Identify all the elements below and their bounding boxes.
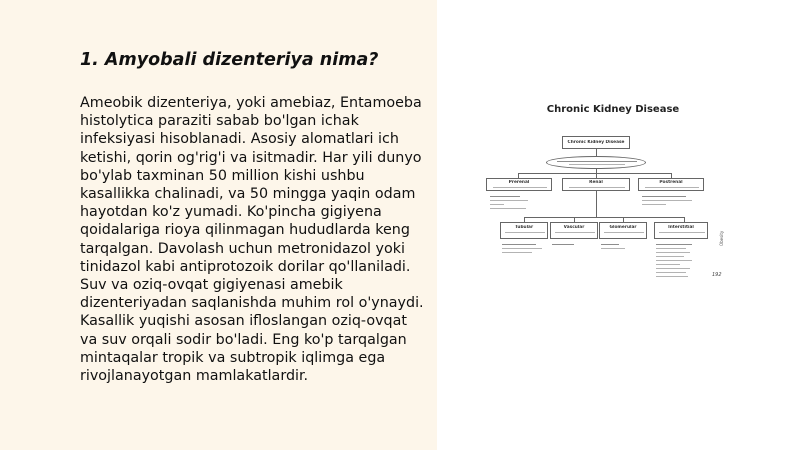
diagram-note [656, 248, 686, 249]
diagram-box-vascular [550, 222, 598, 239]
diagram-note [656, 276, 688, 277]
diagram-box-text [505, 232, 545, 233]
diagram-note [656, 268, 690, 269]
diagram-title: Chronic Kidney Disease [546, 104, 680, 115]
diagram-box-text [569, 187, 625, 188]
diagram-box-label: Glomerular [609, 225, 637, 230]
diagram-oval [546, 156, 646, 169]
diagram-note [490, 208, 526, 209]
diagram-note [642, 200, 692, 201]
diagram-box-text [493, 187, 547, 188]
diagram-box-text [659, 232, 705, 233]
diagram-note [490, 196, 520, 197]
ckd-diagram-image [478, 96, 748, 296]
diagram-note [642, 204, 666, 205]
diagram-note [601, 244, 619, 245]
diagram-box-label: Vascular [563, 225, 585, 230]
diagram-box-postrenal [638, 178, 704, 191]
diagram-box-label: Interstitial [668, 225, 694, 230]
diagram-box-tubular [500, 222, 548, 239]
diagram-root-box [562, 136, 630, 149]
diagram-box-text [604, 232, 644, 233]
diagram-box-renal [562, 178, 630, 191]
diagram-box-label: Postrenal [659, 180, 683, 185]
diagram-note [552, 244, 574, 245]
diagram-note [656, 244, 692, 245]
diagram-root-label: Chronic Kidney Disease [567, 140, 625, 145]
diagram-oval-text [557, 161, 637, 162]
diagram-note [502, 244, 536, 245]
diagram-note [490, 204, 504, 205]
diagram-box-glomerular [599, 222, 647, 239]
diagram-connector [518, 173, 672, 174]
diagram-note [601, 248, 625, 249]
diagram-note [656, 272, 686, 273]
diagram-oval-text [569, 164, 625, 165]
diagram-box-label: Prerenal [508, 180, 530, 185]
diagram-side-label: Obesity [719, 230, 724, 246]
diagram-connector [524, 217, 684, 218]
diagram-box-label: Renal [589, 180, 603, 185]
diagram-note [502, 252, 532, 253]
diagram-note [490, 200, 528, 201]
diagram-box-text [645, 187, 699, 188]
diagram-box-text [555, 232, 595, 233]
diagram-page-number: 192 [712, 272, 722, 278]
diagram-note [656, 256, 684, 257]
slide-paragraph: Ameobik dizenteriya, yoki amebiaz, Entamoeba histolytica paraziti sabab bo'lgan ichak infeksiyasi hisoblanadi. Asosiy alomatlari ich ketishi, qorin og'rig'i va isitmadir. Har yili dunyo bo'ylab taxminan 50 million kishi ushbu kasallikka chalinadi, va 50 mingga yaqin odam hayotdan ko'z yumadi. Ko'pincha gigiyena qoidalariga rioya qilinmagan hududlarda keng tarqalgan. Davolash uchun metronidazol yoki tinidazol kabi antiprotozoik dorilar qo'llaniladi. Suv va oziq-ovqat gigiyenasi amebik dizenteriyadan saqlanishda muhim rol o'ynaydi. Kasallik yuqishi asosan ifloslangan oziq-ovqat va suv orqali sodir bo'ladi. Eng ko'p tarqalgan mintaqalar tropik va subtropik iqlimga ega rivojlanayotgan mamlakatlardir. [80, 95, 424, 385]
diagram-note [656, 264, 680, 265]
slide-heading: 1. Amyobali dizenteriya nima? [80, 50, 379, 70]
diagram-box-interstitial [654, 222, 708, 239]
diagram-note [502, 248, 542, 249]
diagram-note [656, 260, 692, 261]
diagram-connector [596, 149, 597, 156]
diagram-box-prerenal [486, 178, 552, 191]
diagram-box-label: Tubular [514, 225, 534, 230]
diagram-note [656, 252, 690, 253]
diagram-note [642, 196, 686, 197]
diagram-connector [596, 191, 597, 217]
